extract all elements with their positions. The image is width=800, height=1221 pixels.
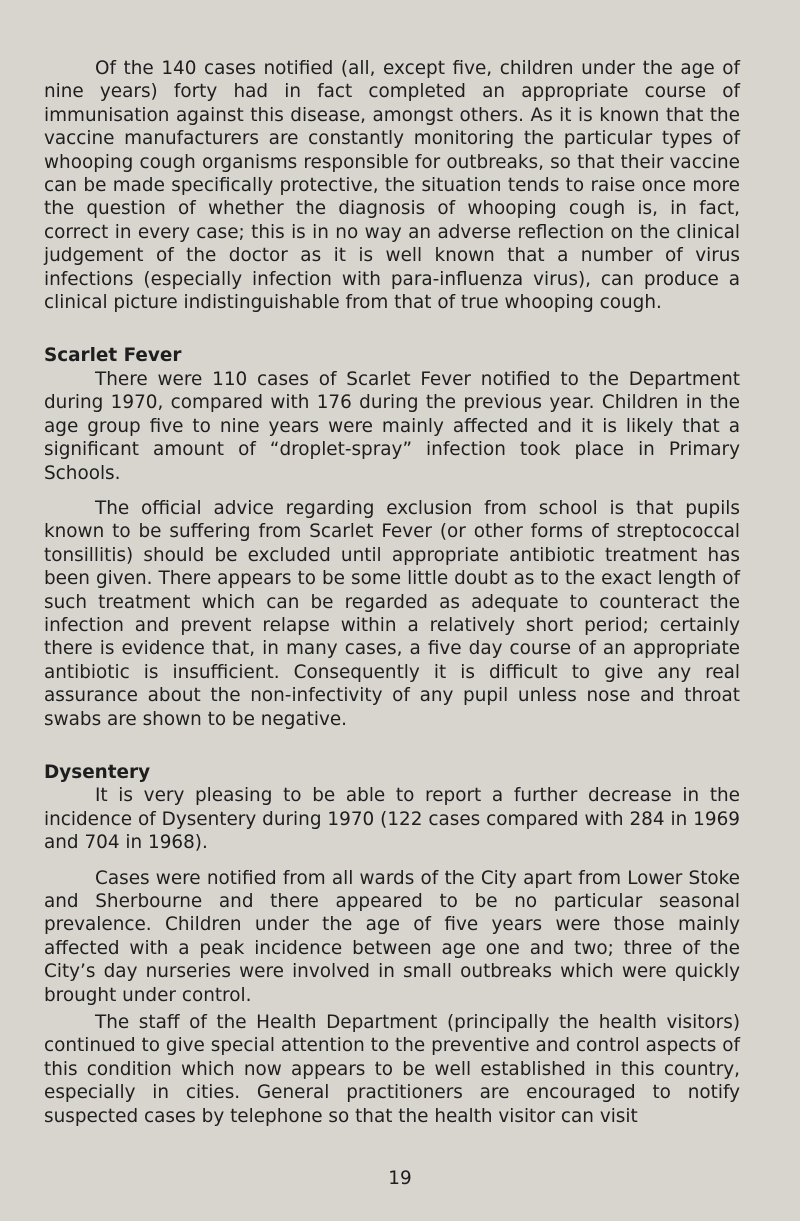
dysentery-paragraph-1: It is very pleasing to be able to report a further decrease in the incidence of Dysentery during 1970 (122 cases compared with 284 in 1969 and 704 in 1968).: [44, 785, 740, 854]
scarlet-fever-paragraph-1: There were 110 cases of Scarlet Fever notified to the Department during 1970, compared with 176 during the previous year. Children in the age group five to nine years were mainly affected and it is likely that a significant amount of “droplet-spray” infection took place in Primary Schools.: [44, 368, 740, 484]
dysentery-paragraph-2: Cases were notified from all wards of the City apart from Lower Stoke and Sherbourne and there appeared to be no particular seasonal prevalence. Children under the age of five years were those mainly affected with a peak incidence between age one and two; three of the City’s day nurseries were involved in small outbreaks which were quickly brought under control.: [44, 867, 740, 1006]
dysentery-paragraph-3: The staff of the Health Department (principally the health visitors) continued to give special attention to the preventive and control aspects of this condition which now appears to be well established in this country, especially in cities. General practitioners are encouraged to notify suspected cases by telephone so that the health visitor can visit: [44, 1012, 740, 1127]
scarlet-fever-paragraph-2: The official advice regarding exclusion from school is that pupils known to be suffering from Scarlet Fever (or other forms of streptococcal tonsillitis) should be excluded until appropriate antibiotic treatment has been given. There appears to be some little doubt as to the exact length of such treatment which can be regarded as adequate to counteract the infection and prevent relapse within a relatively short period; certainly there is evidence that, in many cases, a five day course of an appropriate antibiotic is insufficient. Consequently it is difficult to give any real assurance about the non-infectivity of any pupil unless nose and throat swabs are shown to be negative.: [44, 497, 740, 730]
document-page: [44, 57, 740, 1128]
heading-dysentery: Dysentery: [44, 761, 151, 783]
page-number: 19: [388, 1168, 412, 1189]
intro-paragraph: Of the 140 cases notified (all, except five, children under the age of nine years) forty had in fact completed an appropriate course of immunisation against this disease, amongst others. As it is known that the vaccine manufacturers are constantly monitoring the particular types of whooping cough organisms responsible for outbreaks, so that their vaccine can be made specifically protective, the situation tends to raise once more the question of whether the diagnosis of whooping cough is, in fact, correct in every case; this is in no way an adverse reflection on the clinical judgement of the doctor as it is well known that a number of virus infections (especially infection with para-influenza virus), can produce a clinical picture indistinguishable from that of true whooping cough.: [44, 58, 740, 314]
heading-scarlet-fever: Scarlet Fever: [44, 345, 182, 367]
